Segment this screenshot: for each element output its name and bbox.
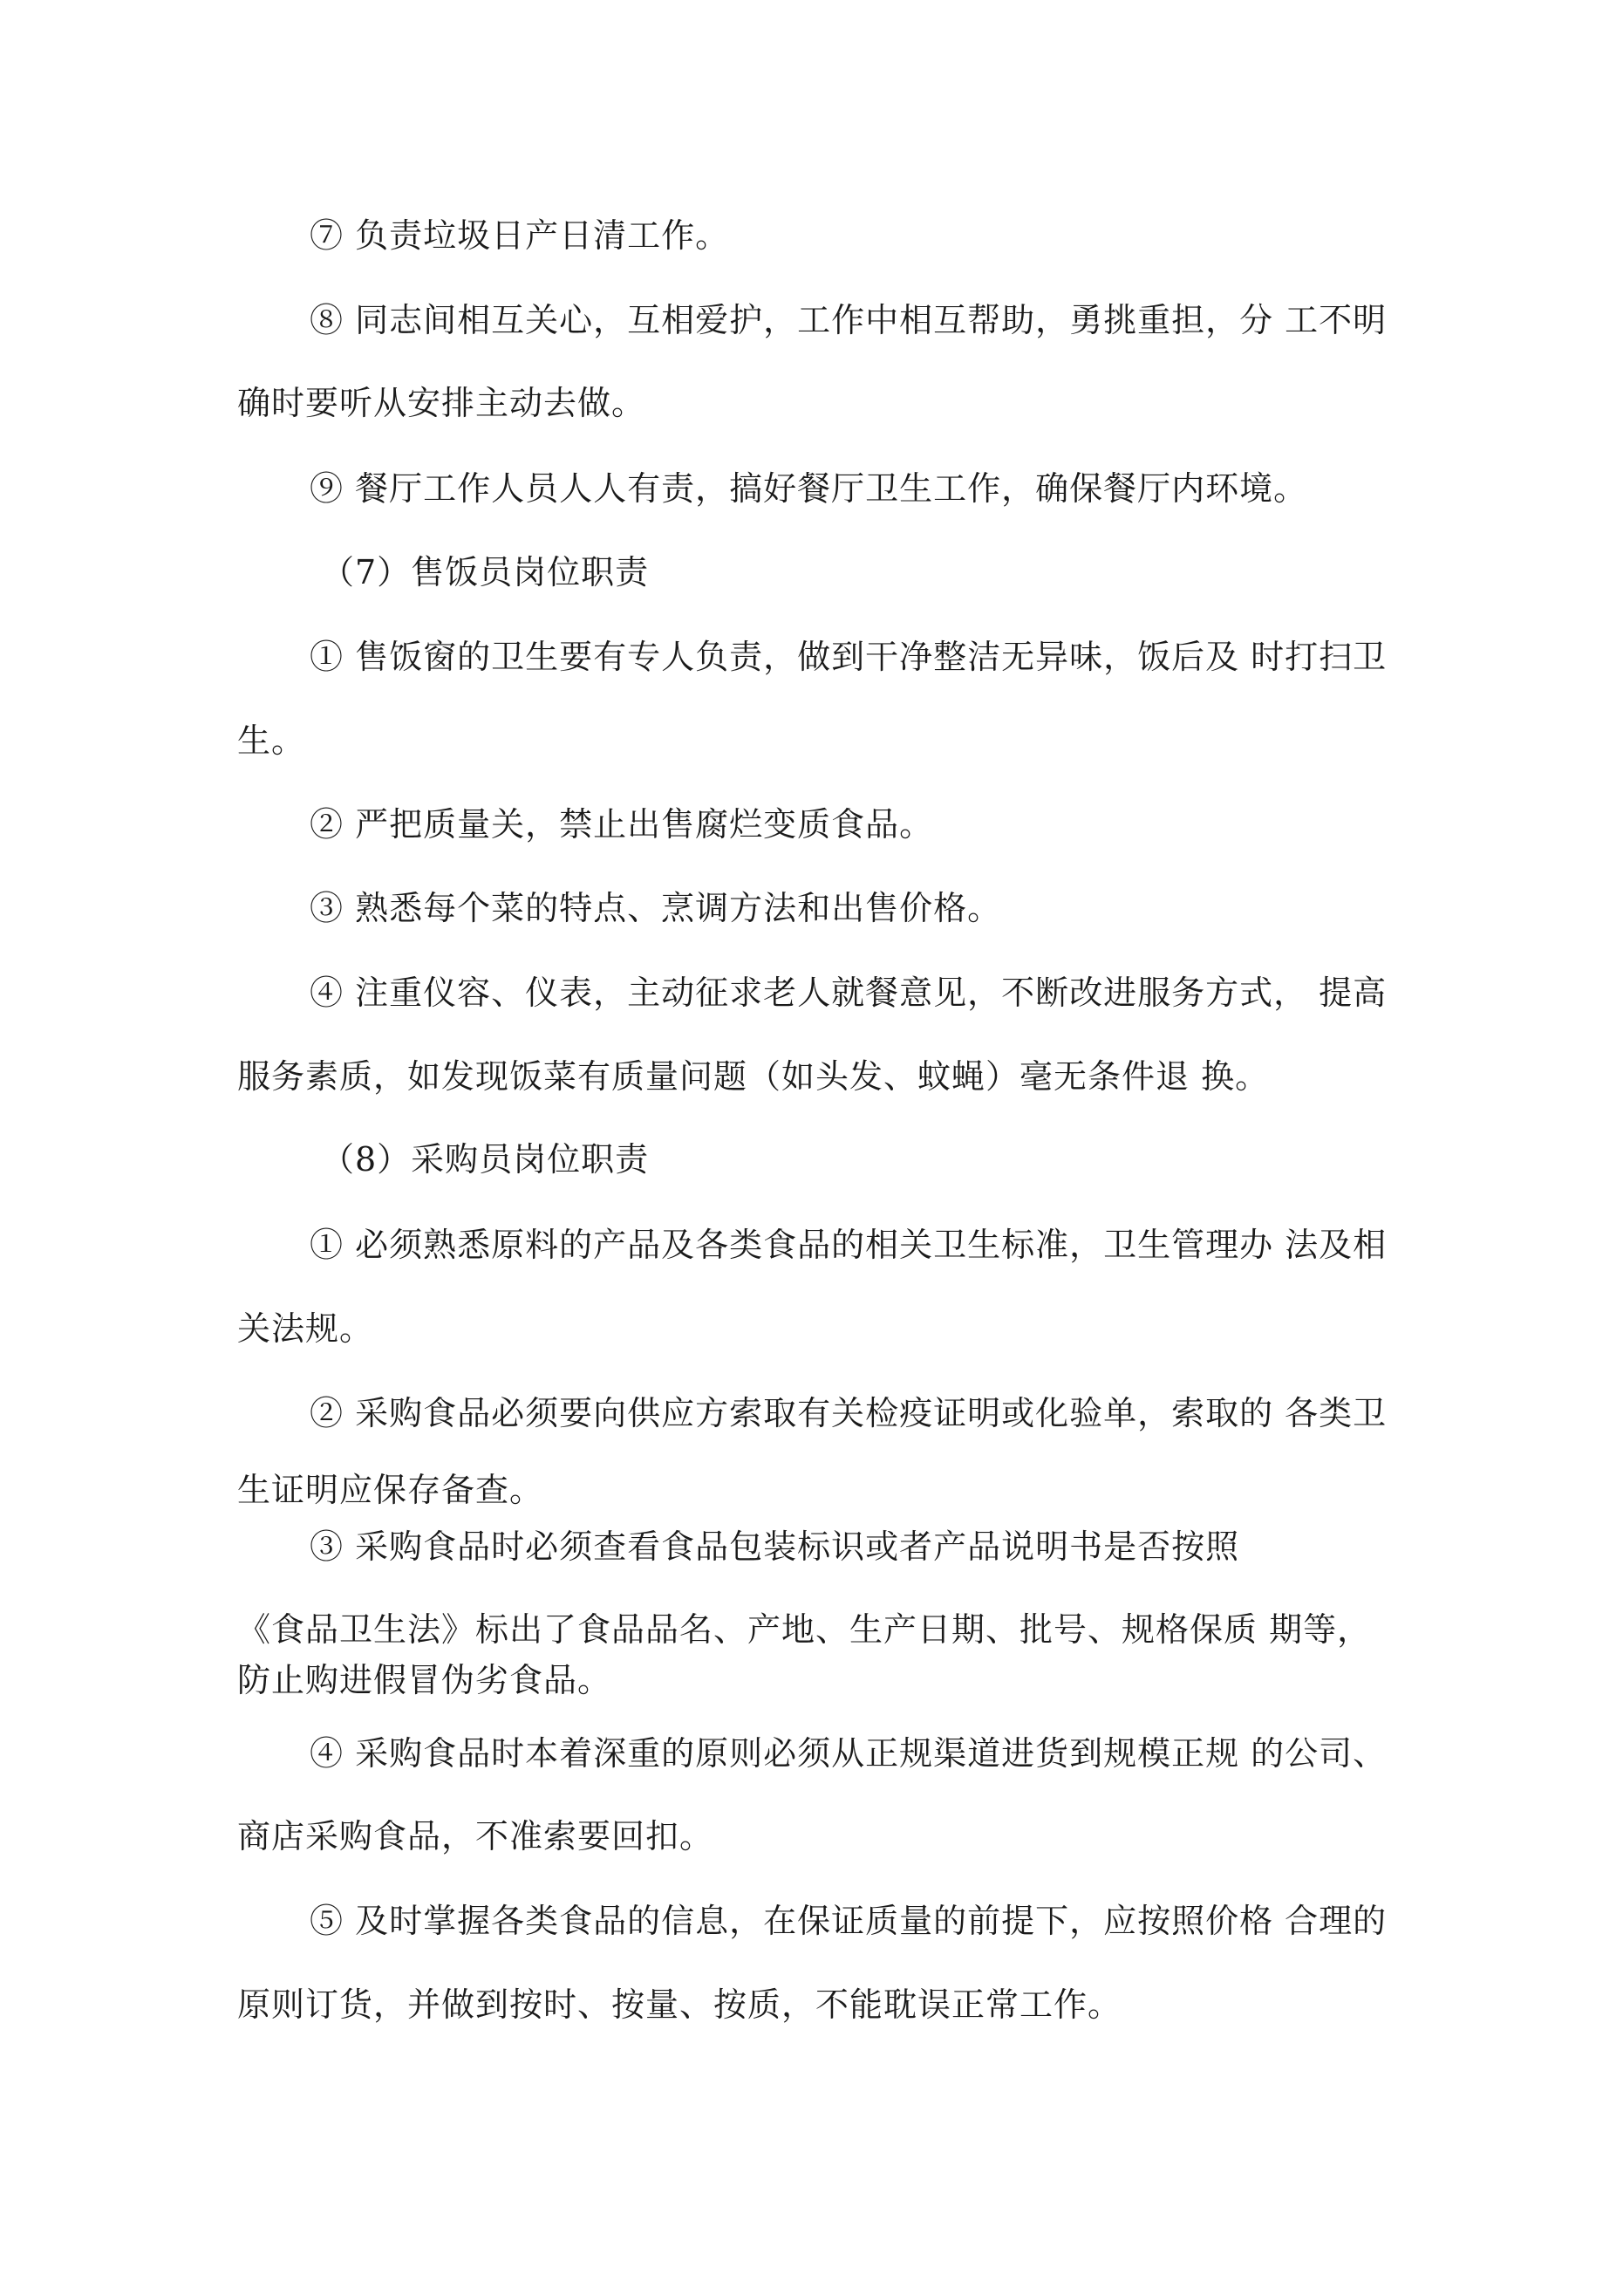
sales-item-2: ② 严把质量关，禁止出售腐烂变质食品。 (310, 805, 934, 844)
purchasing-item-3: ③ 采购食品时必须查看食品包装标识或者产品说明书是否按照 (310, 1527, 1240, 1566)
purchasing-item-1-cont: 关法规。 (237, 1309, 374, 1348)
sales-item-1: ① 售饭窗的卫生要有专人负责，做到干净整洁无异味，饭后及 时打扫卫 (310, 638, 1388, 676)
sales-item-4-cont: 服务素质，如发现饭菜有质量问题（如头发、蚊蝇）毫无条件退 换。 (237, 1057, 1270, 1096)
purchasing-item-4-cont: 商店采购食品，不准索要回扣。 (237, 1817, 714, 1855)
sales-item-1-cont: 生。 (237, 721, 306, 760)
sales-item-4: ④ 注重仪容、仪表，主动征求老人就餐意见，不断改进服务方式， 提高 (310, 974, 1388, 1012)
purchasing-item-5-cont: 原则订货，并做到按时、按量、按质，不能耽误正常工作。 (237, 1985, 1122, 2024)
sales-item-3: ③ 熟悉每个菜的特点、烹调方法和出售价格。 (310, 889, 1002, 927)
purchasing-item-3-cont-2: 防止购进假冒伪劣食品。 (237, 1661, 612, 1699)
item-8-colleagues: ⑧ 同志间相互关心，互相爱护，工作中相互帮助，勇挑重担，分 工不明 (310, 301, 1388, 339)
purchasing-item-5: ⑤ 及时掌握各类食品的信息，在保证质量的前提下，应按照价格 合理的 (310, 1902, 1388, 1940)
purchasing-item-4: ④ 采购食品时本着深重的原则必须从正规渠道进货到规模正规 的公司、 (310, 1734, 1388, 1773)
item-9-dining-hall: ⑨ 餐厅工作人员人人有责，搞好餐厅卫生工作，确保餐厅内环境。 (310, 469, 1308, 508)
purchasing-item-2-cont: 生证明应保存备查。 (237, 1471, 544, 1509)
item-8-colleagues-cont: 确时要听从安排主动去做。 (237, 384, 646, 422)
section-8-heading: （8）采购员岗位职责 (321, 1140, 650, 1179)
purchasing-item-3-cont: 《食品卫生法》标出了食品品名、产地、生产日期、批号、规格保质 期等， (237, 1610, 1372, 1649)
purchasing-item-1: ① 必须熟悉原料的产品及各类食品的相关卫生标准，卫生管理办 法及相 (310, 1226, 1388, 1264)
section-7-heading: （7）售饭员岗位职责 (321, 553, 650, 591)
item-7-garbage: ⑦ 负责垃圾日产日清工作。 (310, 216, 730, 255)
purchasing-item-2: ② 采购食品必须要向供应方索取有关检疫证明或化验单，索取的 各类卫 (310, 1394, 1388, 1432)
